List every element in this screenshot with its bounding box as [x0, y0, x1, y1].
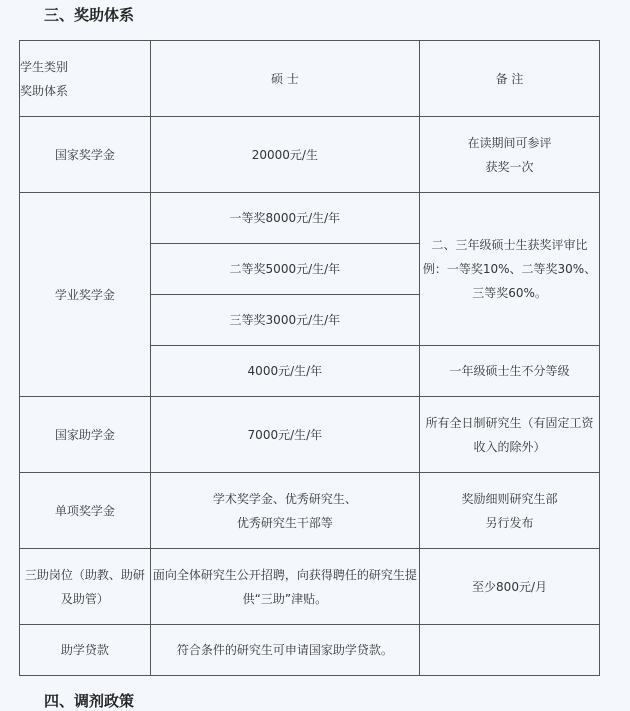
- header-corner-cell: [20, 41, 151, 117]
- header-remark: 备 注: [420, 41, 600, 117]
- table-row: [20, 625, 600, 676]
- table-row: [20, 117, 600, 193]
- cell-detail: 符合条件的研究生可申请国家助学贷款。: [150, 625, 419, 676]
- corner-label-student-category: 学生类别: [20, 59, 69, 74]
- row-label: 单项奖学金: [20, 473, 151, 549]
- row-label: 国家助学金: [20, 397, 151, 473]
- remark-line: 在读期间可参评: [467, 135, 552, 150]
- corner-label-aid-system: 奖助体系: [20, 83, 69, 98]
- row-label: 学业奖学金: [20, 193, 151, 397]
- cell-first-year-remark: 一年级硕士生不分等级: [420, 346, 600, 397]
- cell-remark: [420, 473, 600, 549]
- table-header-row: [20, 41, 600, 117]
- table-row: [20, 473, 600, 549]
- row-label: 国家奖学金: [20, 117, 151, 193]
- cell-third-prize: 三等奖3000元/生/年: [150, 295, 419, 346]
- next-section-title: 四、调剂政策: [44, 692, 135, 710]
- cell-remark: [420, 117, 600, 193]
- remark-line: 另行发布: [485, 515, 534, 530]
- table-row: [20, 397, 600, 473]
- cell-amount: 20000元/生: [150, 117, 419, 193]
- header-master: 硕 士: [150, 41, 419, 117]
- section-title: 三、奖助体系: [44, 6, 135, 24]
- detail-line: 学术奖学金、优秀研究生、: [212, 491, 357, 506]
- cell-detail: [150, 473, 419, 549]
- table-row: [20, 193, 600, 244]
- cell-remark: [420, 625, 600, 676]
- cell-first-year: 4000元/生/年: [150, 346, 419, 397]
- cell-second-prize: 二等奖5000元/生/年: [150, 244, 419, 295]
- scholarship-table: [19, 40, 600, 676]
- cell-amount: 7000元/生/年: [150, 397, 419, 473]
- cell-ratio-remark: 二、三年级硕士生获奖评审比例：一等奖10%、二等奖30%、三等奖60%。: [420, 193, 600, 346]
- row-label: 助学贷款: [20, 625, 151, 676]
- cell-remark: 至少800元/月: [420, 549, 600, 625]
- table-row: [20, 549, 600, 625]
- cell-remark: 所有全日制研究生（有固定工资收入的除外）: [420, 397, 600, 473]
- detail-line: 优秀研究生干部等: [236, 515, 333, 530]
- remark-line: 获奖一次: [485, 159, 534, 174]
- row-label: 三助岗位（助教、助研及助管）: [20, 549, 151, 625]
- cell-first-prize: 一等奖8000元/生/年: [150, 193, 419, 244]
- cell-detail: 面向全体研究生公开招聘，向获得聘任的研究生提供“三助”津贴。: [150, 549, 419, 625]
- remark-line: 奖励细则研究生部: [461, 491, 558, 506]
